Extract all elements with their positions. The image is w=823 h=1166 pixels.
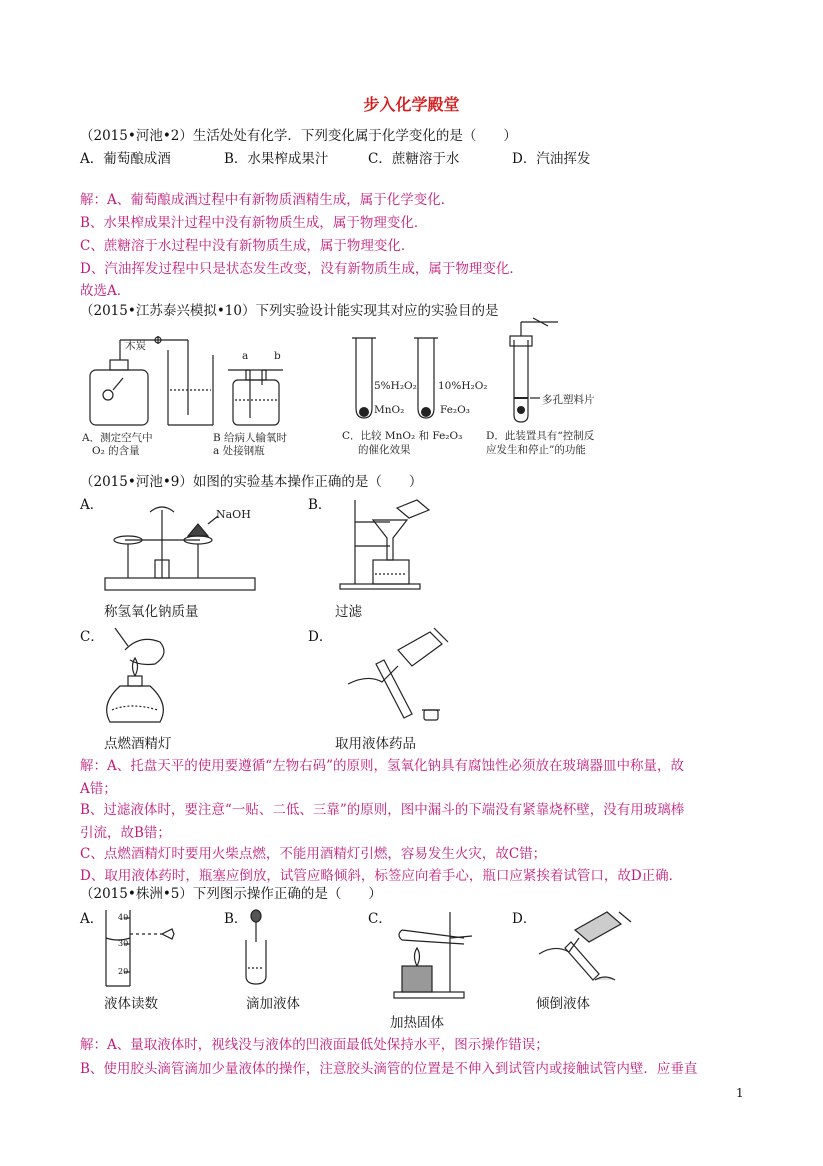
alcohol-lamp-figure: [100, 624, 190, 729]
q2-label-b: b: [274, 350, 281, 362]
q1-option-c: C．蔗糖溶于水: [368, 151, 460, 167]
q4-caption-b: 滴加液体: [246, 996, 300, 1012]
q3-answer-line: D、取用液体药时，瓶塞应倒放，试管应略倾斜，标签应向着手心，瓶口应紧挨着试管口，故D正确．: [80, 868, 683, 884]
question-4-stem: （2015•株洲•5）下列图示操作正确的是（ ）: [80, 886, 382, 902]
cylinder-scale-20: 20: [118, 967, 129, 976]
q2-label-mno2: MnO₂: [374, 404, 405, 416]
q1-answer-line: B、水果榨成果汁过程中没有新物质生成，属于物理变化．: [80, 215, 428, 231]
q3-caption-d: 取用液体药品: [335, 736, 416, 752]
q2-label-10pct-h2o2: 10%H₂O₂: [438, 380, 488, 392]
filtration-figure: [335, 498, 445, 593]
q3-answer-line: C、点燃酒精灯时要用火柴点燃，不能用酒精灯引燃，容易发生火灾，故C错；: [80, 846, 547, 862]
q1-answer-line: D、汽油挥发过程中只是状态发生改变，没有新物质生成，属于物理变化．: [80, 261, 523, 277]
q2-label-plate: 多孔塑料片: [542, 394, 595, 406]
question-3-stem: （2015•河池•9）如图的实验基本操作正确的是（ ）: [80, 474, 423, 490]
q3-caption-b: 过滤: [335, 604, 362, 620]
q2-caption-b: a 处接钢瓶: [213, 445, 265, 457]
q4-caption-a: 液体读数: [104, 996, 158, 1012]
q1-answer-line: 解：A、葡萄酿成酒过程中有新物质酒精生成，属于化学变化．: [80, 192, 455, 208]
page-title: 步入化学殿堂: [363, 95, 460, 114]
q1-option-a: A．葡萄酿成酒: [80, 151, 171, 167]
q3-label-c: C．: [80, 629, 104, 645]
cylinder-scale-30: 30: [118, 939, 129, 948]
q2-caption-b: B 给病人输氧时: [213, 432, 288, 444]
q3-caption-a: 称氢氧化钠质量: [104, 604, 199, 620]
q4-label-d: D．: [512, 911, 537, 927]
q1-option-b: B．水果榨成果汁: [224, 151, 329, 167]
liquid-pouring-figure: [338, 626, 448, 726]
page-number: 1: [736, 1086, 744, 1100]
graduated-cylinder-figure: [100, 910, 190, 990]
q3-answer-line: 引流，故B错；: [80, 825, 171, 841]
q2-caption-d: 应发生和停止”的功能: [486, 444, 586, 456]
q2-caption-c: 的催化效果: [358, 444, 411, 456]
q2-caption-c: C．比较 MnO₂ 和 Fe₂O₃: [342, 430, 463, 442]
q1-option-d: D．汽油挥发: [512, 151, 591, 167]
q1-answer-line: 故选A．: [80, 283, 131, 299]
naoh-label: NaOH: [216, 508, 251, 521]
q4-label-c: C．: [368, 911, 392, 927]
question-2-stem: （2015•江苏泰兴模拟•10）下列实验设计能实现其对应的实验目的是: [80, 303, 499, 319]
pouring-liquid-figure: [535, 908, 635, 988]
q1-answer-line: C、蔗糖溶于水过程中没有新物质生成，属于物理变化．: [80, 238, 415, 254]
q3-caption-c: 点燃酒精灯: [104, 736, 172, 752]
q4-caption-c: 加热固体: [390, 1015, 444, 1031]
dropper-figure: [240, 910, 280, 985]
q3-label-a: A．: [80, 497, 104, 513]
q2-label-a: a: [242, 350, 249, 362]
q4-answer-line: B、使用胶头滴管滴加少量液体的操作，注意胶头滴管的位置是不伸入到试管内或接触试管内壁．应垂直: [80, 1061, 698, 1077]
q3-label-d: D．: [308, 629, 333, 645]
q3-label-b: B．: [308, 497, 332, 513]
q2-label-charcoal: 木炭: [125, 340, 146, 352]
question-1-stem: （2015•河池•2）生活处处有化学．下列变化属于化学变化的是（ ）: [80, 128, 517, 144]
q4-label-b: B．: [224, 911, 248, 927]
q4-caption-d: 倾倒液体: [536, 996, 590, 1012]
q2-caption-a: O₂ 的含量: [92, 445, 140, 457]
q4-label-a: A．: [80, 911, 104, 927]
q3-answer-line: B、过滤液体时，要注意“一贴、二低、三靠”的原则，图中漏斗的下端没有紧靠烧杯壁，没有用玻璃棒: [80, 802, 685, 818]
q4-answer-line: 解：A、量取液体时，视线没与液体的凹液面最低处保持水平，图示操作错误；: [80, 1037, 549, 1053]
q2-label-fe2o3: Fe₂O₃: [440, 404, 470, 416]
q2-caption-d: D．此装置具有“控制反: [486, 430, 595, 442]
q3-answer-line: 解：A、托盘天平的使用要遵循“左物右码”的原则，氢氧化钠具有腐蚀性必须放在玻璃器皿中称量，故: [80, 758, 685, 774]
heating-solid-figure: [392, 908, 482, 1000]
q3-answer-line: A错；: [80, 781, 117, 797]
q2-label-5pct-h2o2: 5%H₂O₂: [374, 380, 417, 392]
cylinder-scale-40: 40: [118, 913, 129, 922]
q2-caption-a: A．测定空气中: [82, 432, 153, 444]
